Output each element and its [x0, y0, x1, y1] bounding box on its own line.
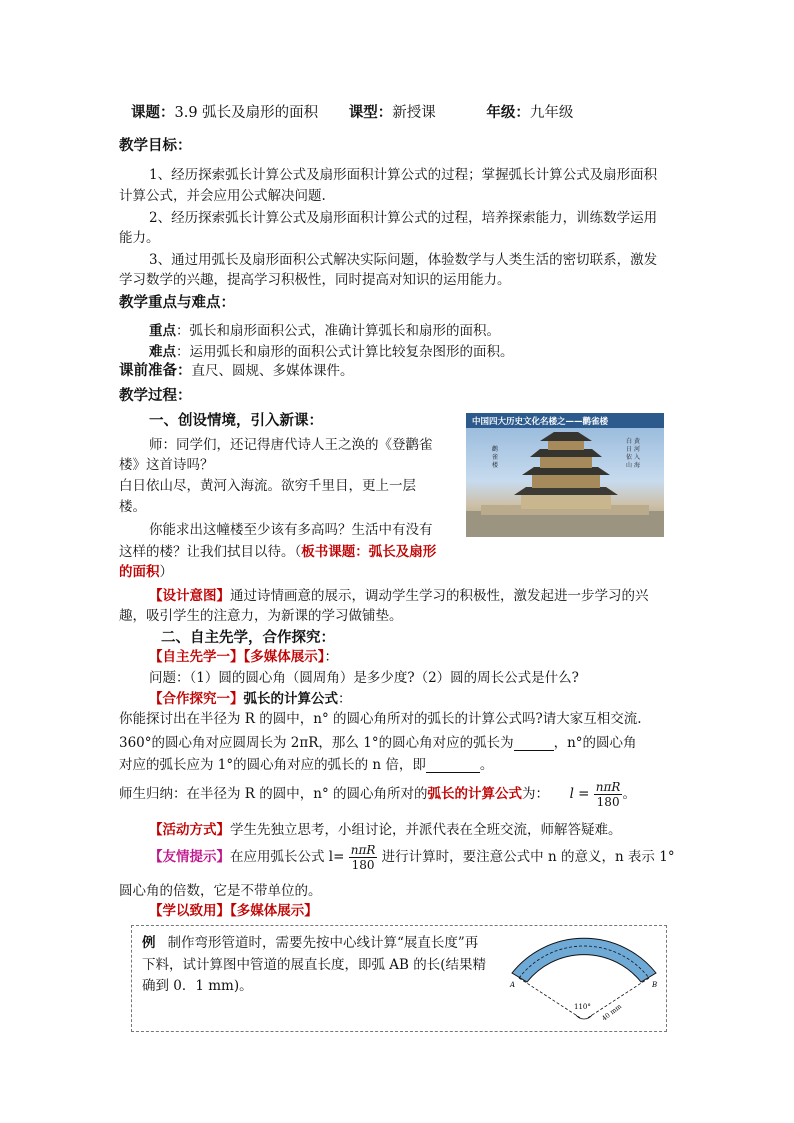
svg-text:鹳: 鹳	[492, 446, 499, 453]
poem-intro-1: 师：同学们，还记得唐代诗人王之涣的《登鹳雀	[149, 437, 433, 453]
formula-lhs: l =	[569, 786, 590, 802]
svg-text:河: 河	[634, 446, 641, 453]
radius-label: 40 mm	[600, 1002, 624, 1023]
radius-line-a	[519, 978, 582, 1019]
svg-text:白: 白	[626, 438, 633, 445]
coop-tag: 【合作探究一】	[149, 691, 244, 707]
angle-arc	[576, 1015, 592, 1019]
goal-3-line-1: 3、通过用弧长及扇形面积公式解决实际问题，体验数学与人类生活的密切联系，激发	[149, 252, 658, 268]
explore-line-1: 你能探讨出在半径为 R 的圆中，n° 的圆心角所对的弧长的计算公式吗?请大家互相交流.	[119, 711, 642, 727]
formula-denominator: 180	[596, 795, 620, 809]
key-text: ：弧长和扇形面积公式，准确计算弧长和扇形的面积。	[176, 323, 500, 339]
summary-colon: 为：	[521, 786, 549, 802]
goal-3-line-2: 学习数学的兴趣，提高学习积极性，同时提高对知识的运用能力。	[119, 272, 511, 288]
svg-text:海: 海	[634, 462, 641, 469]
goals-heading: 教学目标：	[119, 137, 192, 154]
example-line-1	[142, 931, 478, 951]
photo-caption: 中国四大历史文化名楼之——鹳雀楼	[472, 417, 609, 427]
tip-formula	[349, 843, 378, 872]
topic-value: 3.9 弧长及扇形的面积	[174, 105, 319, 121]
svg-text:黄: 黄	[634, 438, 641, 445]
tip-line	[149, 843, 675, 872]
question-line-3	[119, 560, 173, 580]
lesson-header	[131, 101, 573, 122]
self-study-tag: 【自主先学一】【多媒体展示】	[149, 649, 325, 665]
svg-text:依: 依	[626, 454, 633, 461]
svg-text:雀: 雀	[492, 454, 499, 461]
pipe-arc	[512, 938, 656, 982]
key-point	[149, 319, 500, 339]
poem-line-2: 楼。	[119, 499, 146, 515]
difficult-label: 难点	[149, 344, 176, 360]
coop-line	[149, 687, 352, 707]
grade-label: 年级：	[486, 104, 530, 121]
explore-text-2b: ，n°的圆心角	[553, 735, 637, 751]
design-intent-text: 通过诗情画意的展示，调动学生学习的积极性，激发起进一步学习的兴	[230, 588, 649, 604]
answer-blank-2	[426, 758, 480, 773]
tower-photo	[466, 413, 664, 537]
goal-1-line-2: 计算公式，并会应用公式解决问题.	[119, 188, 326, 204]
formula-end: 。	[622, 786, 636, 802]
process-heading: 教学过程：	[119, 387, 192, 404]
explore-line-2	[119, 731, 637, 751]
activity-text: 学生先独立思考，小组讨论，并派代表在全班交流，师解答疑难。	[230, 822, 622, 838]
activity-line	[149, 818, 622, 838]
tip-formula-numerator: nπR	[350, 843, 376, 857]
focus-heading: 教学重点与难点：	[119, 294, 235, 311]
point-a-label: A	[510, 981, 516, 989]
explore-line-3	[119, 753, 493, 773]
self-study-colon: ：	[324, 649, 338, 665]
goal-1-line-1: 1、经历探索弧长计算公式及扇形面积计算公式的过程；掌握弧长计算公式及扇形面积	[149, 167, 658, 183]
difficult-text: ：运用弧长和扇形的面积公式计算比较复杂图形的面积。	[176, 344, 514, 360]
tip-text-b: 进行计算时，要注意公式中 n 的意义，n 表示 1°	[381, 849, 675, 865]
example-box	[131, 925, 667, 1032]
example-line-3: 确到 0．1 mm)。	[142, 978, 253, 994]
prep-text: 直尺、圆规、多媒体课件。	[191, 363, 354, 379]
coop-title: 弧长的计算公式	[243, 691, 338, 707]
explore-text-3a: 对应的弧长应为 1°的圆心角对应的弧长的 n 倍，即	[119, 757, 426, 773]
design-intent-line-1	[149, 584, 649, 604]
svg-text:山: 山	[626, 462, 633, 469]
coop-colon: ：	[338, 691, 352, 707]
explore-text-2a: 360°的圆心角对应圆周长为 2πR，那么 1°的圆心角对应的弧长为	[119, 735, 514, 751]
activity-tag: 【活动方式】	[149, 822, 230, 838]
self-study-line	[149, 645, 338, 665]
tower-illustration	[466, 413, 664, 537]
example-label: 例	[142, 935, 156, 951]
topic-label: 课题：	[131, 104, 175, 121]
tip-text-a: 在应用弧长公式 l=	[230, 849, 345, 865]
pipe-diagram	[504, 929, 664, 1029]
prep-line	[119, 359, 354, 380]
prep-label: 课前准备：	[119, 362, 192, 379]
summary-text: 师生归纳：在半径为 R 的圆中，n° 的圆心角所对的	[119, 786, 428, 802]
example-line-2: 下料，试计算图中管道的展直长度，即弧 AB 的长(结果精	[142, 957, 487, 973]
section-1-title: 一、创设情境，引入新课：	[149, 412, 323, 429]
board-title-2: 的面积	[119, 564, 160, 580]
goal-2-line-1: 2、经历探索弧长计算公式及扇形面积计算公式的过程，培养探索能力，训练数学运用	[149, 210, 658, 226]
difficult-point	[149, 340, 514, 360]
arc-length-formula	[594, 780, 623, 809]
svg-text:日: 日	[626, 446, 633, 453]
question-text: 这样的楼？让我们拭目以待。（	[119, 544, 302, 560]
type-label: 课型：	[348, 104, 393, 121]
poem-intro-2: 楼》这首诗吗？	[119, 457, 214, 473]
apply-tag: 【学以致用】【多媒体展示】	[149, 903, 318, 919]
question-line-1: 你能求出这幢楼至少该有多高吗？生活中有没有	[149, 522, 433, 538]
apply-line	[149, 899, 318, 919]
design-intent-line-2: 趣，吸引学生的注意力，为新课的学习做铺垫。	[119, 608, 403, 624]
design-intent-tag: 【设计意图】	[149, 588, 230, 604]
answer-blank-1	[514, 736, 554, 751]
angle-label: 110°	[574, 1003, 591, 1011]
tip-line-2: 圆心角的倍数，它是不带单位的。	[119, 883, 322, 899]
question-line-2	[119, 540, 436, 560]
example-text-1: 制作弯形管道时，需要先按中心线计算“展直长度”再	[167, 935, 479, 951]
type-value: 新授课	[392, 105, 436, 121]
point-b-label: B	[652, 981, 658, 989]
section-2-title: 二、自主先学，合作探究：	[161, 629, 335, 646]
arc-length-formula-label: 弧长的计算公式	[427, 786, 522, 802]
poem-line-1: 白日依山尽，黄河入海流。欲穷千里目，更上一层	[119, 478, 416, 494]
grade-value: 九年级	[529, 105, 574, 121]
self-study-question: 问题：（1）圆的圆心角（圆周角）是多少度?（2）圆的周长公式是什么?	[149, 670, 579, 686]
explore-text-3b: 。	[479, 757, 494, 773]
paren-close: ）	[159, 564, 173, 580]
key-label: 重点	[149, 323, 176, 339]
svg-text:楼: 楼	[492, 462, 499, 469]
tip-tag: 【友情提示】	[149, 849, 230, 865]
formula-numerator: nπR	[595, 780, 621, 794]
board-title-1: 板书课题：弧长及扇形	[301, 544, 437, 560]
goal-2-line-2: 能力。	[119, 230, 160, 246]
svg-text:入: 入	[634, 454, 641, 461]
tip-formula-denominator: 180	[351, 858, 375, 872]
summary-line	[119, 780, 636, 809]
